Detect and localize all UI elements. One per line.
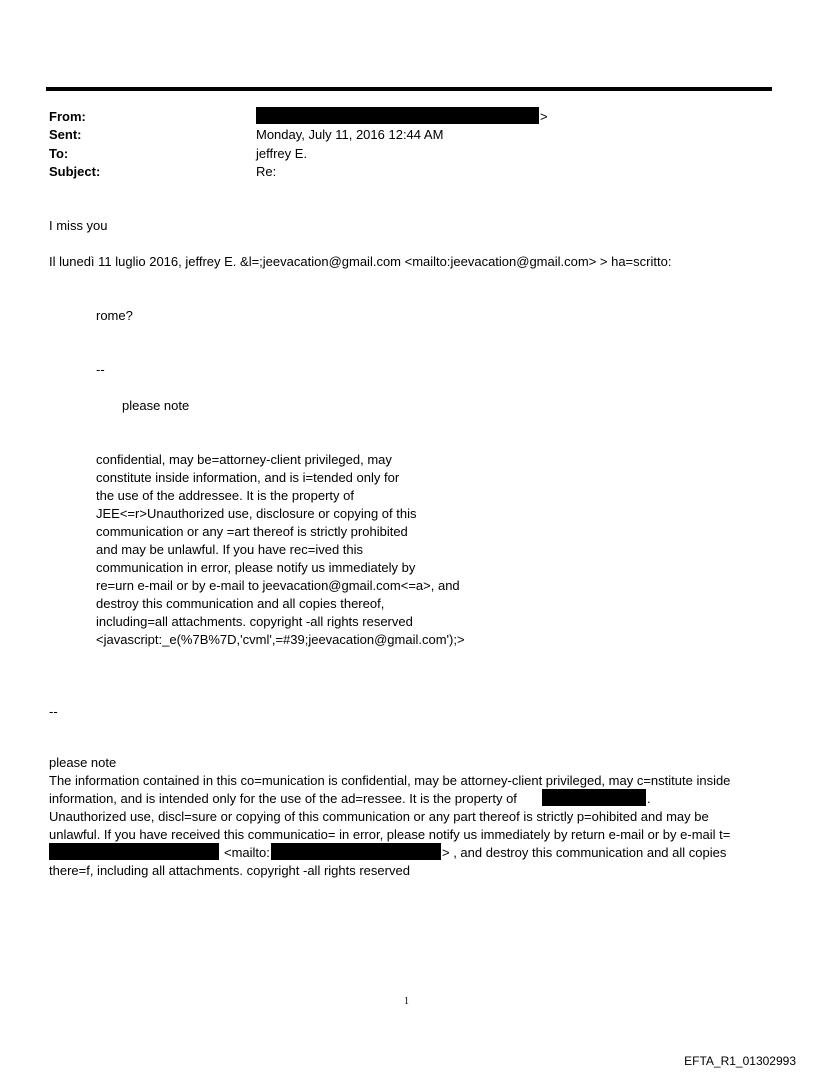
page-number: 1	[404, 996, 409, 1007]
redacted-owner	[542, 789, 646, 806]
quote-intro: Il lunedì 11 luglio 2016, jeffrey E. &l=;jeevacation@gmail.com <mailto:jeevacation@gmail.com> > ha=scritto:	[49, 254, 672, 269]
subject-value: Re:	[256, 164, 277, 179]
disclaimer-line: there=f, including all attachments. copyright -all rights reserved	[49, 863, 410, 878]
quoted-disclaimer-line: constitute inside information, and is i=tended only for	[96, 470, 400, 485]
disclaimer-line: Unauthorized use, discl=sure or copying of this communication or any part thereof is strictly p=ohibited and may be	[49, 809, 709, 824]
redacted-mailto-address	[271, 843, 441, 860]
redacted-sender	[256, 107, 539, 124]
quoted-signature-separator: --	[96, 362, 105, 377]
disclaimer-line: unlawful. If you have received this communicatio= in error, please notify us immediately by return e-mail or by e-mail t=	[49, 827, 731, 842]
sent-label: Sent:	[49, 127, 82, 142]
quoted-disclaimer-line: <javascript:_e(%7B%7D,'cvml',=#39;jeevacation@gmail.com');>	[96, 632, 465, 647]
quoted-disclaimer-line: JEE<=r>Unauthorized use, disclosure or copying of this	[96, 506, 417, 521]
to-label: To:	[49, 146, 69, 161]
disclaimer-line-end: > , and destroy this communication and all copies	[442, 845, 727, 860]
disclaimer-mailto: <mailto:	[224, 845, 270, 860]
signature-separator: --	[49, 704, 58, 719]
redacted-email	[49, 843, 219, 860]
disclaimer-line-end: .	[647, 791, 651, 806]
document-id: EFTA_R1_01302993	[684, 1054, 796, 1068]
quoted-message: rome?	[96, 308, 133, 323]
please-note: please note	[49, 755, 117, 770]
greeting: I miss you	[49, 218, 108, 233]
quoted-disclaimer-line: including=all attachments. copyright -all rights reserved	[96, 614, 413, 629]
to-value: jeffrey E.	[256, 146, 308, 161]
quoted-disclaimer-line: and may be unlawful. If you have rec=ived this	[96, 542, 364, 557]
quoted-disclaimer-line: communication in error, please notify us immediately by	[96, 560, 416, 575]
quoted-please-note: please note	[122, 398, 190, 413]
sent-value: Monday, July 11, 2016 12:44 AM	[256, 127, 444, 142]
quoted-disclaimer-line: re=urn e-mail or by e-mail to jeevacation@gmail.com<=a>, and	[96, 578, 460, 593]
disclaimer-line: The information contained in this co=munication is confidential, may be attorney-client privileged, may c=nstitute inside	[49, 773, 731, 788]
subject-label: Subject:	[49, 164, 101, 179]
quoted-disclaimer-line: confidential, may be=attorney-client privileged, may	[96, 452, 392, 467]
disclaimer-line: information, and is intended only for the use of the ad=ressee. It is the property of	[49, 791, 517, 806]
from-label: From:	[49, 109, 86, 124]
header-rule	[46, 87, 772, 91]
quoted-disclaimer-line: destroy this communication and all copies thereof,	[96, 596, 385, 611]
from-suffix: >	[540, 109, 548, 124]
quoted-disclaimer-line: communication or any =art thereof is strictly prohibited	[96, 524, 408, 539]
quoted-disclaimer-line: the use of the addressee. It is the property of	[96, 488, 354, 503]
